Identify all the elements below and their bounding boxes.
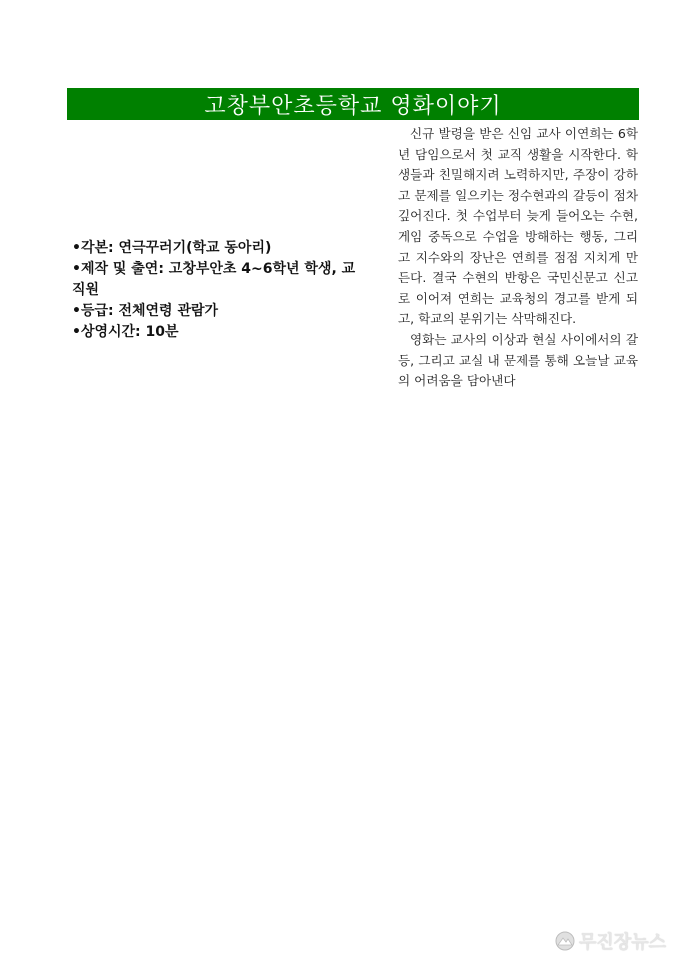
synopsis-paragraph-1: 신규 발령을 받은 신임 교사 이연희는 6학년 담임으로서 첫 교직 생활을 시작한다. 학생들과 친밀해지려 노력하지만, 주장이 강하고 문제를 일으키는 정수현과의 갈등이 점차 깊어진다. 첫 수업부터 늦게 들어오는 수현, 게임 중독으로 수업을 방해하는 행동, 그리고 지수와의 장난은 연희를 점점 지치게 만든다. 결국 수현의 반항은 국민신문고 신고로 이어져 연희는 교육청의 경고를 받게 되고, 학교의 분위기는 삭막해진다.: [398, 126, 638, 327]
synopsis: [398, 124, 638, 392]
mountain-logo-icon: [555, 931, 575, 951]
watermark: [555, 928, 666, 954]
page-title: 고창부안초등학교 영화이야기: [204, 93, 502, 119]
runtime-line: •상영시간: 10분: [72, 324, 179, 340]
watermark-text: 무진장뉴스: [579, 932, 666, 953]
synopsis-paragraph-2: 영화는 교사의 이상과 현실 사이에서의 갈등, 그리고 교실 내 문제를 통해 오늘날 교육의 어려움을 담아낸다: [398, 331, 638, 389]
rating-line: •등급: 전체연령 관람가: [72, 303, 219, 319]
film-info: [72, 238, 392, 343]
page-title-banner: [67, 88, 639, 120]
cast-line-continued: 직원: [72, 282, 100, 298]
screenplay-line: •각본: 연극꾸러기(학교 동아리): [72, 240, 272, 256]
cast-line: •제작 및 출연: 고창부안초 4~6학년 학생, 교: [72, 261, 356, 277]
